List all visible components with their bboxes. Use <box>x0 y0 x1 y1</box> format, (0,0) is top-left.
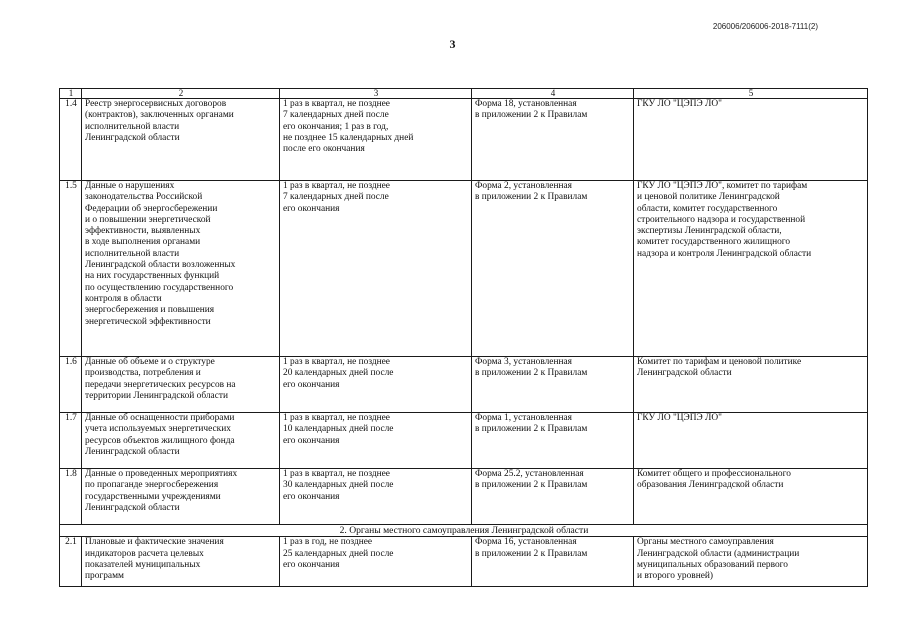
row-number: 1.5 <box>60 181 82 357</box>
period-cell-line: 7 календарных дней после <box>283 110 389 121</box>
info-name-cell <box>82 99 280 181</box>
form-cell-line: Форма 16, установленная <box>475 537 577 548</box>
period-cell-line: 30 календарных дней после <box>283 480 394 491</box>
form-cell <box>472 357 634 413</box>
info-name-cell-line: Данные о нарушениях <box>85 181 175 191</box>
info-name-cell-line: исполнительной власти <box>85 248 180 259</box>
info-name-cell <box>82 181 280 357</box>
period-cell-line: его окончания <box>283 559 340 570</box>
period-cell <box>280 357 472 413</box>
info-name-cell-line: энергосбережения и повышения <box>85 305 215 316</box>
table-row <box>60 469 868 525</box>
info-name-cell-line: по осуществлению государственного <box>85 282 234 293</box>
period-cell-line: 1 раз в квартал, не позднее <box>283 357 390 367</box>
form-cell-line: Форма 2, установленная <box>475 181 572 191</box>
row-number: 1.4 <box>60 99 82 181</box>
header-cell-3: 3 <box>280 89 472 99</box>
responsible-cell-line: комитет государственного жилищного <box>637 237 791 248</box>
info-name-cell-line: в ходе выполнения органами <box>85 237 201 248</box>
info-name-cell-line: законодательства Российской <box>85 192 203 203</box>
period-cell-line: 25 календарных дней после <box>283 548 394 559</box>
form-cell-line: в приложении 2 к Правилам <box>475 192 588 203</box>
info-name-cell <box>82 537 280 587</box>
responsible-cell <box>634 357 868 413</box>
responsible-cell <box>634 469 868 525</box>
responsible-cell-line: ГКУ ЛО "ЦЭПЭ ЛО" <box>637 413 722 423</box>
responsible-cell-line: и ценовой политике Ленинградской <box>637 192 780 203</box>
info-name-cell-line: показателей муниципальных <box>85 559 201 570</box>
responsible-cell-line: ГКУ ЛО "ЦЭПЭ ЛО", комитет по тарифам <box>637 181 808 191</box>
info-name-cell-line: Ленинградской области <box>85 446 180 457</box>
responsible-cell-line: строительного надзора и государственной <box>637 214 806 225</box>
form-cell-line: Форма 1, установленная <box>475 413 572 423</box>
info-name-cell-line: Ленинградской области <box>85 502 180 513</box>
period-cell-line: 1 раз в квартал, не позднее <box>283 99 390 109</box>
period-cell <box>280 413 472 469</box>
table-row <box>60 537 868 587</box>
period-cell <box>280 537 472 587</box>
responsible-cell <box>634 99 868 181</box>
form-cell-line: Форма 18, установленная <box>475 99 577 109</box>
period-cell-line: 10 календарных дней после <box>283 424 394 435</box>
responsible-cell-line: и второго уровней) <box>637 571 714 582</box>
info-name-cell <box>82 357 280 413</box>
info-name-cell-line: передачи энергетических ресурсов на <box>85 379 236 390</box>
period-cell-line: 1 раз в квартал, не позднее <box>283 413 390 423</box>
info-name-cell-line: контроля в области <box>85 293 162 304</box>
period-cell-line: 7 календарных дней после <box>283 192 389 203</box>
responsible-cell-line: Комитет по тарифам и ценовой политике <box>637 357 802 367</box>
responsible-cell-line: муниципальных образований первого <box>637 559 788 570</box>
responsible-cell-line: области, комитет государственного <box>637 203 778 214</box>
responsible-cell-line: образования Ленинградской области <box>637 480 784 491</box>
info-name-cell-line: по пропаганде энергосбережения <box>85 480 219 491</box>
period-cell-line: его окончания <box>283 491 340 502</box>
responsible-cell <box>634 537 868 587</box>
info-name-cell-line: на них государственных функций <box>85 271 220 282</box>
period-cell <box>280 181 472 357</box>
form-cell-line: в приложении 2 к Правилам <box>475 424 588 435</box>
page-number: 3 <box>449 37 456 51</box>
form-cell-line: в приложении 2 к Правилам <box>475 548 588 559</box>
responsible-cell-line: Ленинградской области (администрации <box>637 548 800 559</box>
table-row <box>60 99 868 181</box>
period-cell-line: 20 календарных дней после <box>283 368 394 379</box>
info-name-cell-line: Ленинградской области возложенных <box>85 260 236 271</box>
info-name-cell-line: Плановые и фактические значения <box>85 537 224 548</box>
header-cell-2: 2 <box>82 89 280 99</box>
info-name-cell-line: Реестр энергосервисных договоров <box>85 99 227 109</box>
form-cell <box>472 181 634 357</box>
info-name-cell-line: Данные о проведенных мероприятиях <box>85 469 238 479</box>
form-cell <box>472 537 634 587</box>
info-name-cell-line: производства, потребления и <box>85 368 201 379</box>
period-cell-line: 1 раз в год, не позднее <box>283 537 373 548</box>
table-row <box>60 181 868 357</box>
responsible-cell-line: Комитет общего и профессионального <box>637 469 791 479</box>
info-name-cell-line: индикаторов расчета целевых <box>85 548 204 559</box>
responsible-cell <box>634 413 868 469</box>
form-cell-line: в приложении 2 к Правилам <box>475 110 588 121</box>
row-number: 1.8 <box>60 469 82 525</box>
header-cell-5: 5 <box>634 89 868 99</box>
period-cell-line: его окончания <box>283 203 340 214</box>
info-name-cell-line: территории Ленинградской области <box>85 390 228 401</box>
period-cell <box>280 469 472 525</box>
document-code: 206006/206006-2018-7111(2) <box>712 22 818 31</box>
period-cell-line: его окончания <box>283 435 340 446</box>
section-title: 2. Органы местного самоуправления Ленинградской области <box>60 525 868 537</box>
info-name-cell-line: программ <box>85 571 124 582</box>
responsible-cell-line: Органы местного самоуправления <box>637 537 774 548</box>
info-name-cell-line: государственными учреждениями <box>85 491 221 502</box>
form-cell <box>472 469 634 525</box>
info-name-cell-line: (контрактов), заключенных органами <box>85 110 234 121</box>
form-cell-line: в приложении 2 к Правилам <box>475 480 588 491</box>
responsible-cell <box>634 181 868 357</box>
form-cell-line: в приложении 2 к Правилам <box>475 368 588 379</box>
period-cell-line: 1 раз в квартал, не позднее <box>283 469 390 479</box>
responsible-cell-line: ГКУ ЛО "ЦЭПЭ ЛО" <box>637 99 722 109</box>
info-name-cell-line: эффективности, выявленных <box>85 226 201 237</box>
info-name-cell-line: ресурсов объектов жилищного фонда <box>85 435 235 446</box>
row-number: 1.7 <box>60 413 82 469</box>
section-header-row <box>60 525 868 537</box>
info-name-cell-line: исполнительной власти <box>85 121 180 132</box>
row-number: 1.6 <box>60 357 82 413</box>
responsible-cell-line: Ленинградской области <box>637 368 732 379</box>
table-row <box>60 413 868 469</box>
info-name-cell <box>82 413 280 469</box>
period-cell-line: 1 раз в квартал, не позднее <box>283 181 390 191</box>
info-name-cell-line: Данные об объеме и о структуре <box>85 357 215 367</box>
reporting-table <box>59 88 868 587</box>
info-name-cell-line: учета используемых энергетических <box>85 424 231 435</box>
period-cell-line: его окончания; 1 раз в год, <box>283 121 389 132</box>
period-cell-line: не позднее 15 календарных дней <box>283 132 414 143</box>
info-name-cell-line: и о повышении энергетической <box>85 214 211 225</box>
header-cell-1: 1 <box>60 89 82 99</box>
info-name-cell-line: Данные об оснащенности приборами <box>85 413 235 423</box>
form-cell-line: Форма 3, установленная <box>475 357 572 367</box>
form-cell <box>472 413 634 469</box>
responsible-cell-line: экспертизы Ленинградской области, <box>637 226 782 237</box>
info-name-cell-line: Ленинградской области <box>85 132 180 143</box>
period-cell-line: его окончания <box>283 379 340 390</box>
info-name-cell-line: Федерации об энергосбережении <box>85 203 218 214</box>
responsible-cell-line: надзора и контроля Ленинградской области <box>637 248 812 259</box>
form-cell-line: Форма 25.2, установленная <box>475 469 584 479</box>
info-name-cell-line: энергетической эффективности <box>85 316 211 327</box>
row-number: 2.1 <box>60 537 82 587</box>
header-row <box>60 89 868 99</box>
period-cell-line: после его окончания <box>283 144 365 155</box>
period-cell <box>280 99 472 181</box>
info-name-cell <box>82 469 280 525</box>
form-cell <box>472 99 634 181</box>
table-row <box>60 357 868 413</box>
header-cell-4: 4 <box>472 89 634 99</box>
